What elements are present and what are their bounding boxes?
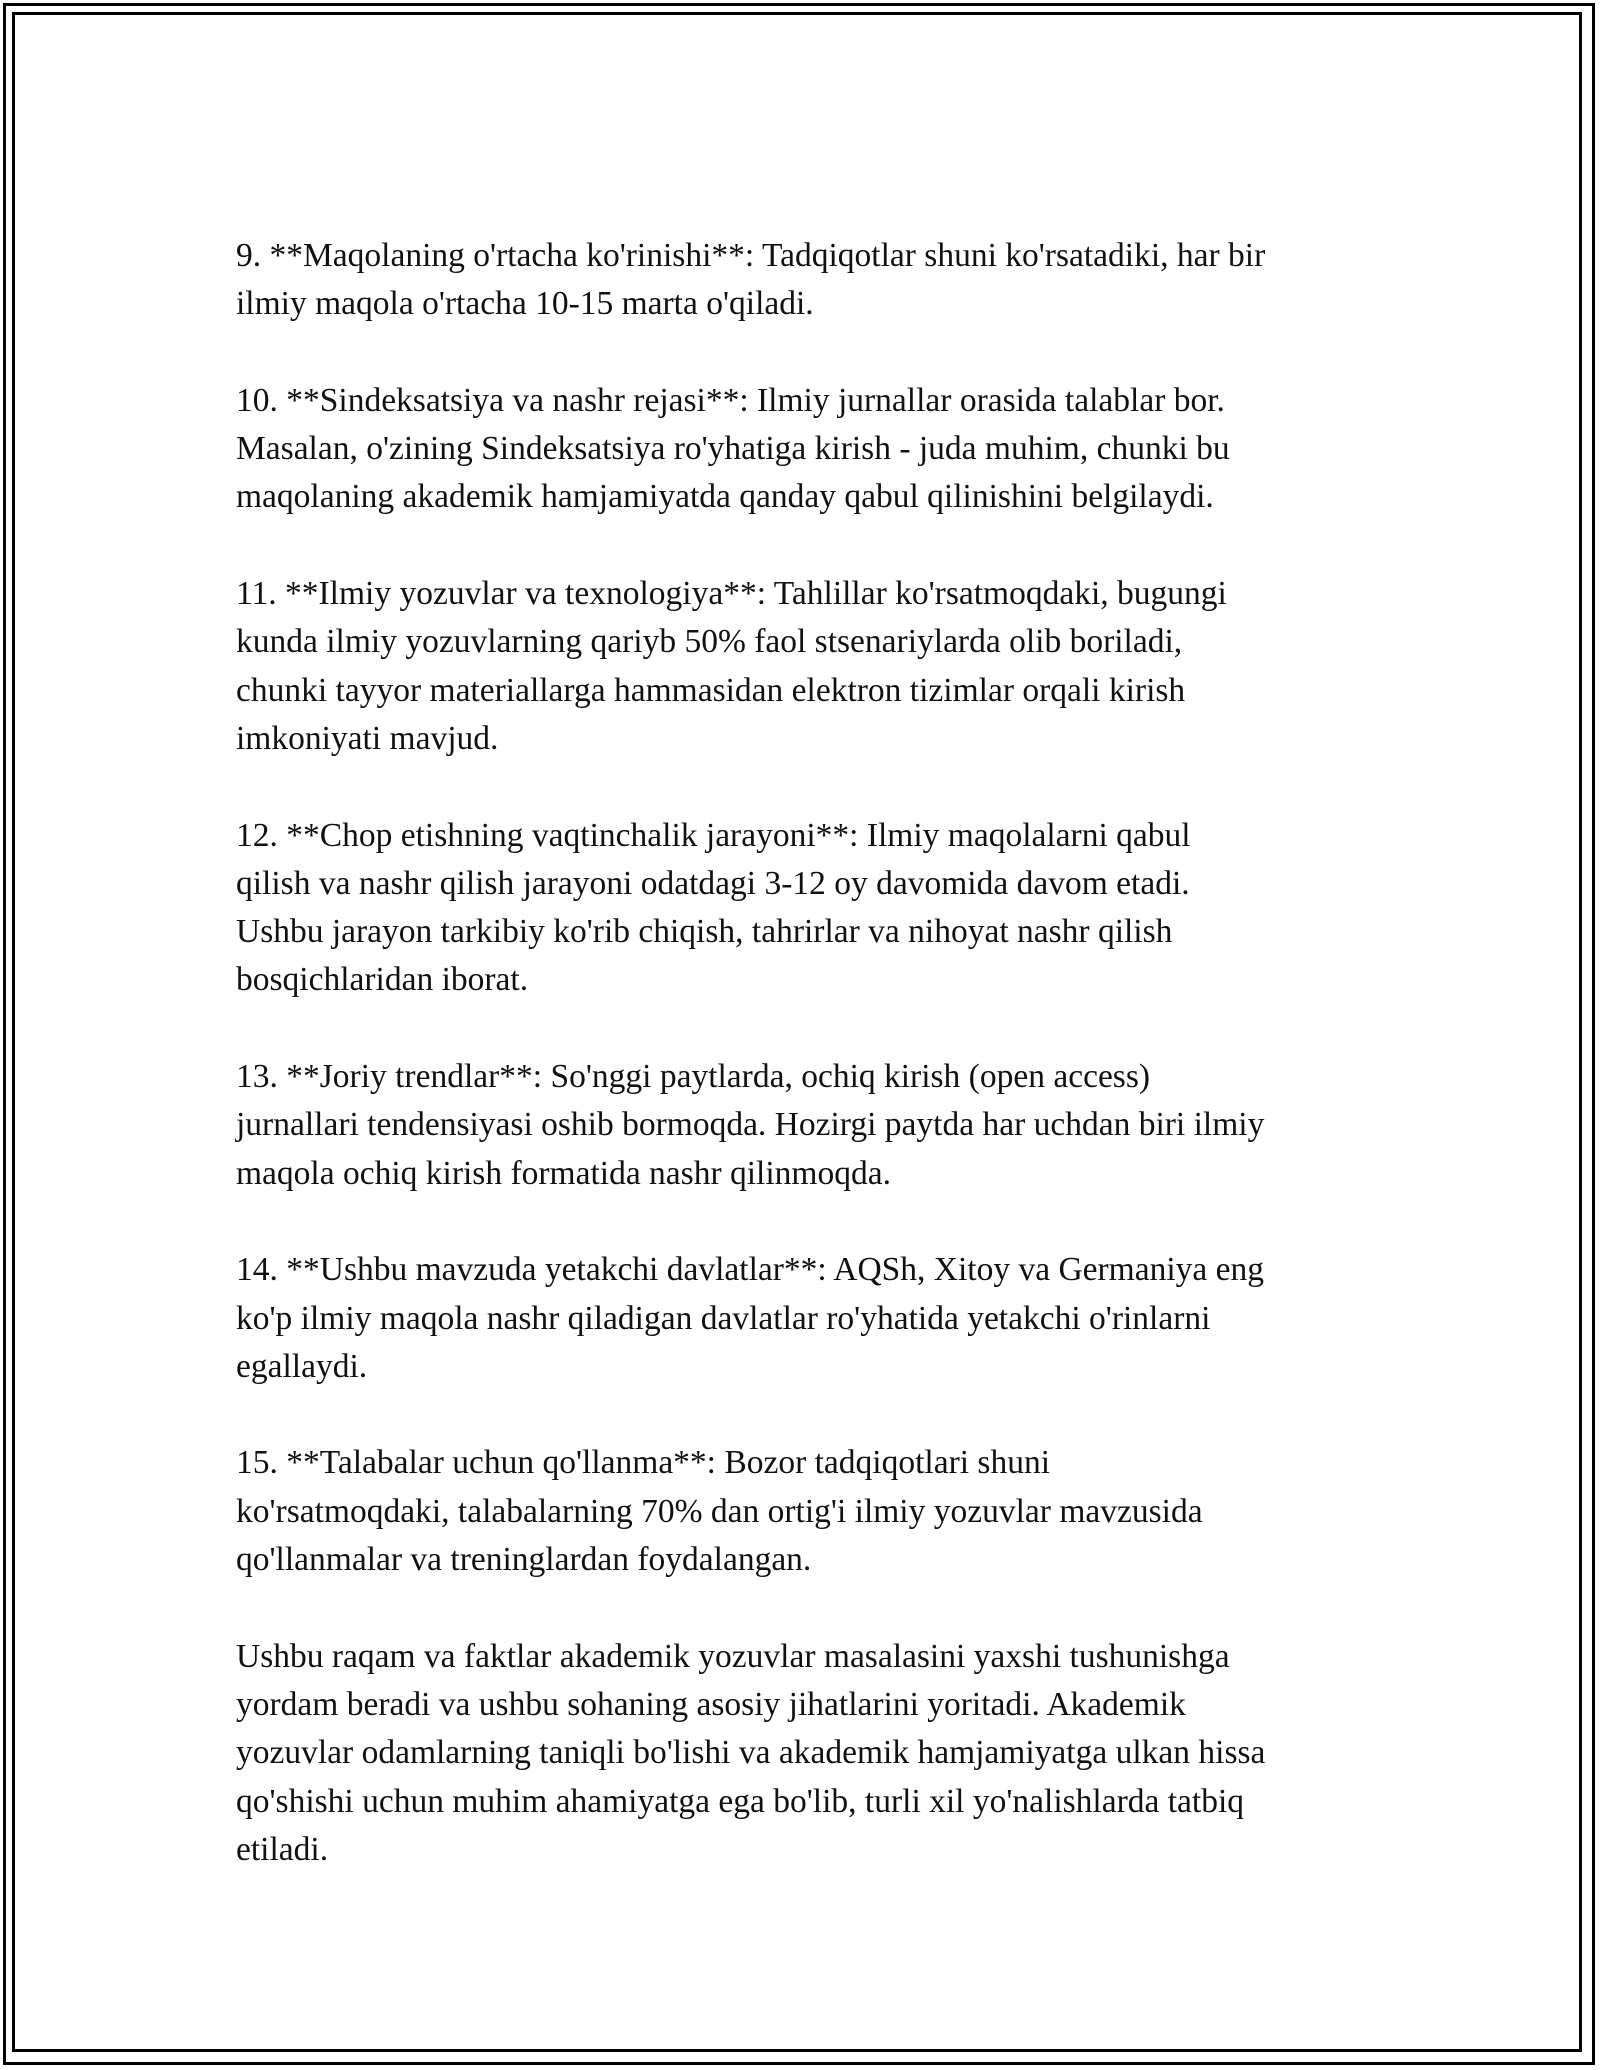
paragraph-item-10: 10. **Sindeksatsiya va nashr rejasi**: Ilmiy jurnallar orasida talablar bor. Masalan, o'zining Sindeksatsiya ro'yhatiga kirish - juda muhim, chunki bu maqolaning akademik hamjamiyatda qanday qabul qilinishini belgilaydi. — [236, 381, 1230, 516]
document-body — [236, 232, 1376, 1874]
paragraph-item-15: 15. **Talabalar uchun qo'llanma**: Bozor tadqiqotlari shuni ko'rsatmoqdaki, talabalarning 70% dan ortig'i ilmiy yozuvlar mavzusida qo'llanmalar va treninglardan foydalangan. — [236, 1444, 1203, 1579]
paragraph-item-14: 14. **Ushbu mavzuda yetakchi davlatlar**: AQSh, Xitoy va Germaniya eng ko'p ilmiy maqola nashr qiladigan davlatlar ro'yhatida yetakchi o'rinlarni egallaydi. — [236, 1251, 1265, 1385]
paragraph-item-13: 13. **Joriy trendlar**: So'nggi paytlarda, ochiq kirish (open access) jurnallari tendensiyasi oshib bormoqda. Hozirgi paytda har uchdan biri ilmiy maqola ochiq kirish formatida nashr qilinmoqda. — [236, 1058, 1265, 1192]
paragraph-item-12: 12. **Chop etishning vaqtinchalik jarayoni**: Ilmiy maqolalarni qabul qilish va nashr qilish jarayoni odatdagi 3-12 oy davomida davom etadi. Ushbu jarayon tarkibiy ko'rib chiqish, tahrirlar va nihoyat nashr qilish bosqichlaridan iborat. — [236, 816, 1191, 999]
paragraph-item-11: 11. **Ilmiy yozuvlar va texnologiya**: Tahlillar ko'rsatmoqdaki, bugungi kunda ilmiy yozuvlarning qariyb 50% faol stsenariylarda olib boriladi, chunki tayyor materiallarga hammasidan elektron tizimlar orqali kirish imkoniyati mavjud. — [236, 575, 1227, 757]
paragraph-conclusion: Ushbu raqam va faktlar akademik yozuvlar masalasini yaxshi tushunishga yordam beradi va ushbu sohaning asosiy jihatlarini yoritadi. Akademik yozuvlar odamlarning taniqli bo'lishi va akademik hamjamiyatga ulkan hissa qo'shishi uchun muhim ahamiyatga ega bo'lib, turli xil yo'nalishlarda tatbiq etiladi. — [236, 1637, 1266, 1868]
paragraph-item-9: 9. **Maqolaning o'rtacha ko'rinishi**: Tadqiqotlar shuni ko'rsatadiki, har bir ilmiy maqola o'rtacha 10-15 marta o'qiladi. — [236, 237, 1266, 323]
